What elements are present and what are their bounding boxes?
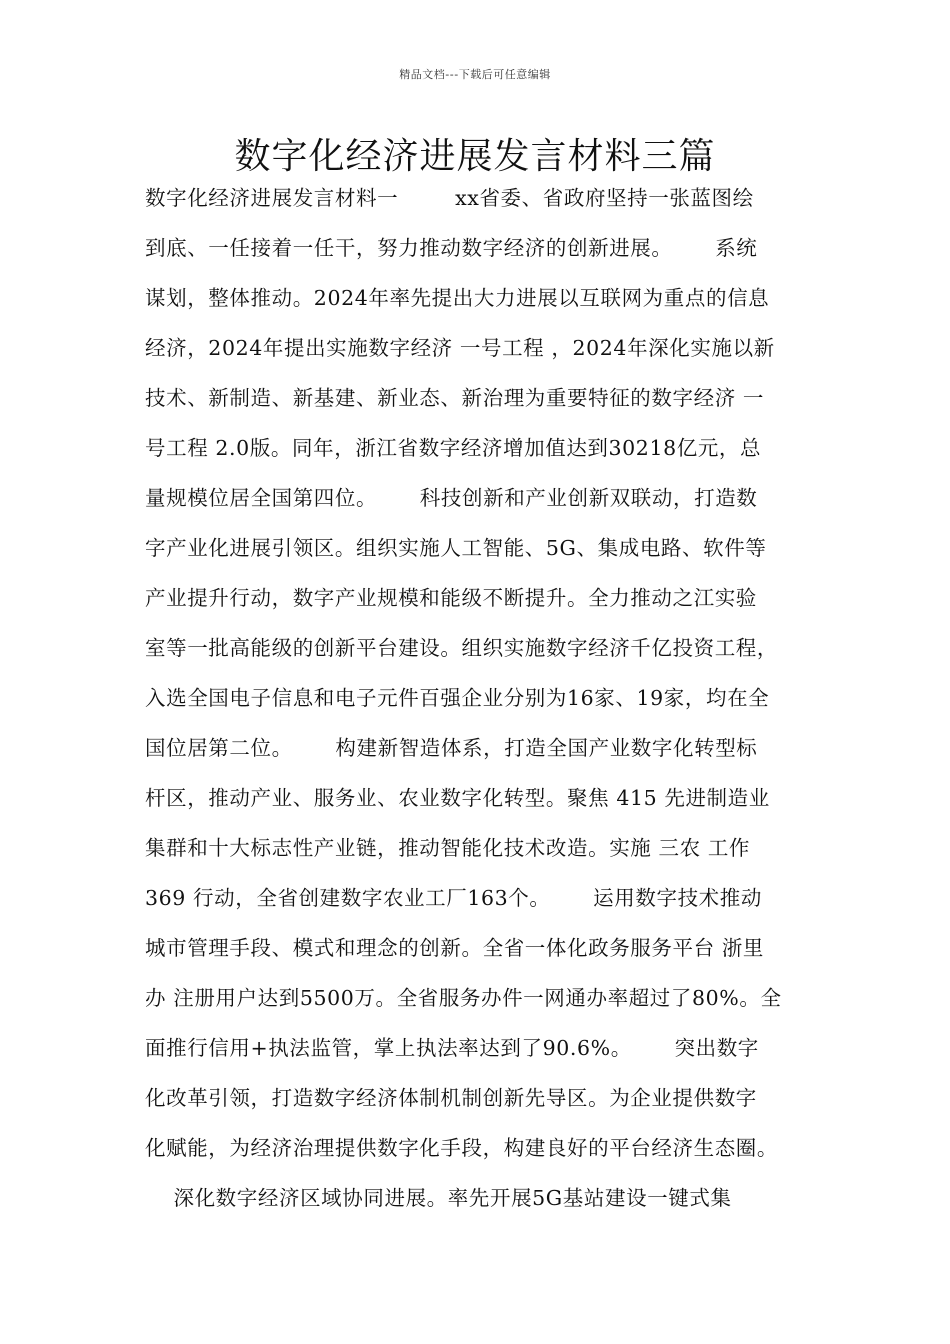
body-line: 化赋能，为经济治理提供数字化手段，构建良好的平台经济生态圈。	[145, 1136, 778, 1160]
body-line: 国位居第二位。 构建新智造体系，打造全国产业数字化转型标	[145, 736, 758, 760]
body-line: 办 注册用户达到5500万。全省服务办件一网通办率超过了80%。全	[145, 986, 782, 1010]
body-line: 深化数字经济区域协同进展。率先开展5G基站建设一键式集	[145, 1186, 732, 1210]
body-line: 字产业化进展引领区。组织实施人工智能、5G、集成电路、软件等	[145, 536, 767, 560]
body-line: 产业提升行动，数字产业规模和能级不断提升。全力推动之江实验	[145, 586, 757, 610]
body-line: 面推行信用+执法监管，掌上执法率达到了90.6%。 突出数字	[145, 1036, 759, 1060]
document-title: 数字化经济进展发言材料三篇	[234, 136, 716, 177]
body-line: 369 行动，全省创建数字农业工厂163个。 运用数字技术推动	[145, 886, 762, 910]
body-line: 到底、一任接着一任干，努力推动数字经济的创新进展。 系统	[145, 236, 758, 260]
body-line: 室等一批高能级的创新平台建设。组织实施数字经济千亿投资工程，	[145, 636, 778, 660]
header-note: 精品文档---下载后可任意编辑	[399, 68, 551, 81]
document-body	[145, 180, 825, 1230]
body-line: 杆区，推动产业、服务业、农业数字化转型。聚焦 415 先进制造业	[145, 786, 770, 810]
body-line: 化改革引领，打造数字经济体制机制创新先导区。为企业提供数字	[145, 1086, 757, 1110]
body-line: 数字化经济进展发言材料一 xx省委、省政府坚持一张蓝图绘	[145, 186, 754, 210]
body-line: 量规模位居全国第四位。 科技创新和产业创新双联动，打造数	[145, 486, 758, 510]
body-line: 城市管理手段、模式和理念的创新。全省一体化政务服务平台 浙里	[145, 936, 765, 960]
body-line: 谋划，整体推动。2024年率先提出大力进展以互联网为重点的信息	[145, 286, 770, 310]
body-line: 经济，2024年提出实施数字经济 一号工程 ，2024年深化实施以新	[145, 336, 775, 360]
body-line: 号工程 2.0版。同年，浙江省数字经济增加值达到30218亿元，总	[145, 436, 762, 460]
body-line: 入选全国电子信息和电子元件百强企业分别为16家、19家，均在全	[145, 686, 770, 710]
body-line: 技术、新制造、新基建、新业态、新治理为重要特征的数字经济 一	[145, 386, 765, 410]
body-line: 集群和十大标志性产业链，推动智能化技术改造。实施 三农 工作	[145, 836, 751, 860]
